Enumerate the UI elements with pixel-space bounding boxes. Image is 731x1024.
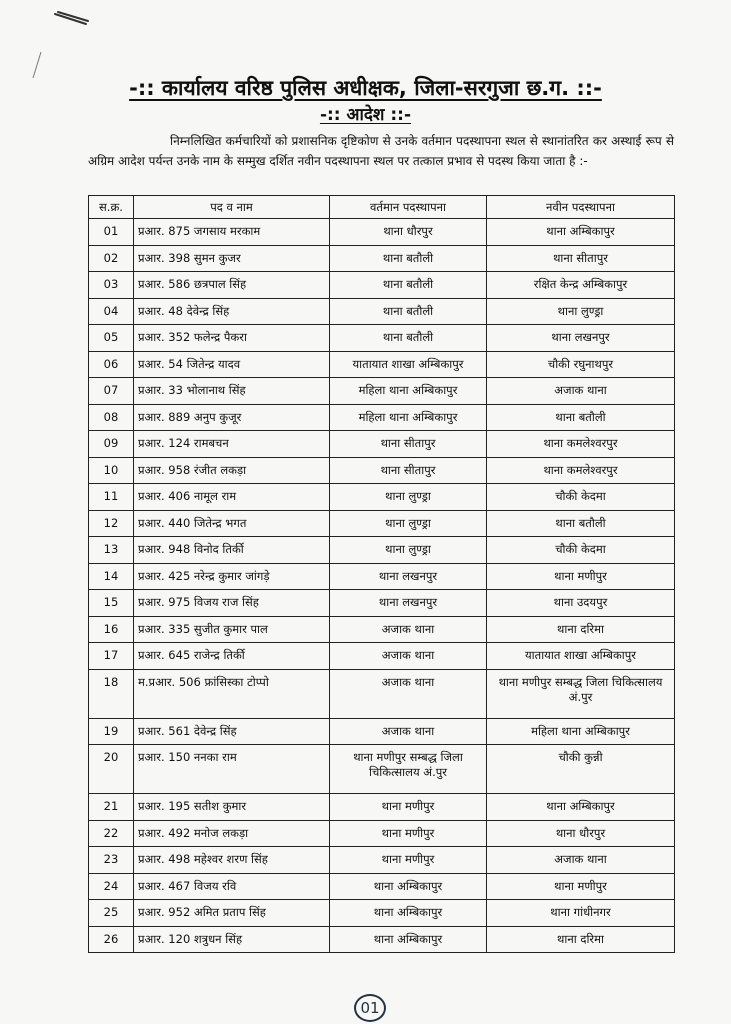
- name-cell: प्रआर. 875 जगसाय मरकाम: [134, 219, 330, 246]
- new-posting-cell: थाना कमलेश्वरपुर: [487, 431, 675, 458]
- current-posting-cell: थाना लुण्ड्रा: [330, 484, 487, 511]
- current-posting-cell: यातायात शाखा अम्बिकापुर: [330, 351, 487, 378]
- table-row: [89, 643, 675, 670]
- table-row: [89, 669, 675, 718]
- table-row: [89, 820, 675, 847]
- serial-cell: 24: [89, 873, 134, 900]
- table-row: [89, 404, 675, 431]
- name-cell: प्रआर. 425 नरेन्द्र कुमार जांगड़े: [134, 563, 330, 590]
- name-cell: म.प्रआर. 506 फ्रांसिस्का टोप्पो: [134, 669, 330, 718]
- name-cell: प्रआर. 352 फलेन्द्र पैकरा: [134, 325, 330, 352]
- table-row: [89, 378, 675, 405]
- serial-cell: 18: [89, 669, 134, 718]
- current-posting-cell: थाना मणीपुर: [330, 847, 487, 874]
- new-posting-cell: रक्षित केन्द्र अम्बिकापुर: [487, 272, 675, 299]
- current-posting-cell: थाना मणीपुर: [330, 820, 487, 847]
- name-cell: प्रआर. 952 अमित प्रताप सिंह: [134, 900, 330, 927]
- serial-cell: 22: [89, 820, 134, 847]
- staple-mark: [52, 10, 90, 28]
- name-cell: प्रआर. 889 अनुप कुजूर: [134, 404, 330, 431]
- serial-cell: 26: [89, 926, 134, 953]
- new-posting-cell: चौकी केदमा: [487, 537, 675, 564]
- table-row: [89, 351, 675, 378]
- new-posting-cell: यातायात शाखा अम्बिकापुर: [487, 643, 675, 670]
- name-cell: प्रआर. 586 छत्रपाल सिंह: [134, 272, 330, 299]
- current-posting-cell: थाना सीतापुर: [330, 431, 487, 458]
- office-title: -:: कार्यालय वरिष्ठ पुलिस अधीक्षक, जिला-सरगुजा छ.ग. ::-: [129, 76, 602, 100]
- serial-cell: 04: [89, 298, 134, 325]
- table-row: [89, 537, 675, 564]
- new-posting-cell: थाना धौरपुर: [487, 820, 675, 847]
- current-posting-cell: थाना मणीपुर: [330, 794, 487, 821]
- header-current-posting: वर्तमान पदस्थापना: [330, 196, 487, 219]
- serial-cell: 17: [89, 643, 134, 670]
- serial-cell: 06: [89, 351, 134, 378]
- serial-cell: 07: [89, 378, 134, 405]
- current-posting-cell: थाना धौरपुर: [330, 219, 487, 246]
- new-posting-cell: थाना अम्बिकापुर: [487, 794, 675, 821]
- current-posting-cell: थाना लुण्ड्रा: [330, 510, 487, 537]
- new-posting-cell: थाना मणीपुर सम्बद्ध जिला चिकित्सालय अं.पुर: [487, 669, 675, 718]
- current-posting-cell: थाना बतौली: [330, 245, 487, 272]
- name-cell: प्रआर. 150 ननका राम: [134, 745, 330, 794]
- table-row: [89, 563, 675, 590]
- serial-cell: 02: [89, 245, 134, 272]
- table-body: [89, 219, 675, 953]
- new-posting-cell: चौकी रघुनाथपुर: [487, 351, 675, 378]
- table-row: [89, 590, 675, 617]
- new-posting-cell: थाना कमलेश्वरपुर: [487, 457, 675, 484]
- current-posting-cell: थाना मणीपुर सम्बद्ध जिला चिकित्सालय अं.पुर: [330, 745, 487, 794]
- current-posting-cell: अजाक थाना: [330, 616, 487, 643]
- new-posting-cell: थाना दरिमा: [487, 926, 675, 953]
- new-posting-cell: चौकी कुन्नी: [487, 745, 675, 794]
- table-row: [89, 298, 675, 325]
- page-number: 01: [354, 994, 386, 1022]
- serial-cell: 19: [89, 718, 134, 745]
- name-cell: प्रआर. 948 विनोद तिर्की: [134, 537, 330, 564]
- serial-cell: 09: [89, 431, 134, 458]
- table-row: [89, 900, 675, 927]
- name-cell: प्रआर. 48 देवेन्द्र सिंह: [134, 298, 330, 325]
- name-cell: प्रआर. 406 नामूल राम: [134, 484, 330, 511]
- name-cell: प्रआर. 645 राजेन्द्र तिर्की: [134, 643, 330, 670]
- current-posting-cell: अजाक थाना: [330, 669, 487, 718]
- serial-cell: 05: [89, 325, 134, 352]
- new-posting-cell: महिला थाना अम्बिकापुर: [487, 718, 675, 745]
- new-posting-cell: थाना उदयपुर: [487, 590, 675, 617]
- table-row: [89, 431, 675, 458]
- serial-cell: 08: [89, 404, 134, 431]
- serial-cell: 11: [89, 484, 134, 511]
- table-row: [89, 325, 675, 352]
- name-cell: प्रआर. 440 जितेन्द्र भगत: [134, 510, 330, 537]
- new-posting-cell: थाना बतौली: [487, 510, 675, 537]
- name-cell: प्रआर. 975 विजय राज सिंह: [134, 590, 330, 617]
- table-row: [89, 745, 675, 794]
- serial-cell: 15: [89, 590, 134, 617]
- serial-cell: 12: [89, 510, 134, 537]
- new-posting-cell: थाना दरिमा: [487, 616, 675, 643]
- name-cell: प्रआर. 335 सुजीत कुमार पाल: [134, 616, 330, 643]
- table-header-row: [89, 196, 675, 219]
- table-row: [89, 272, 675, 299]
- current-posting-cell: थाना बतौली: [330, 298, 487, 325]
- serial-cell: 10: [89, 457, 134, 484]
- name-cell: प्रआर. 54 जितेन्द्र यादव: [134, 351, 330, 378]
- transfer-table: [88, 195, 675, 953]
- current-posting-cell: अजाक थाना: [330, 718, 487, 745]
- serial-cell: 20: [89, 745, 134, 794]
- current-posting-cell: थाना बतौली: [330, 272, 487, 299]
- current-posting-cell: थाना अम्बिकापुर: [330, 900, 487, 927]
- serial-cell: 16: [89, 616, 134, 643]
- current-posting-cell: थाना लुण्ड्रा: [330, 537, 487, 564]
- new-posting-cell: थाना सीतापुर: [487, 245, 675, 272]
- name-cell: प्रआर. 124 रामबचन: [134, 431, 330, 458]
- new-posting-cell: थाना लुण्ड्रा: [487, 298, 675, 325]
- serial-cell: 03: [89, 272, 134, 299]
- name-cell: प्रआर. 958 रंजीत लकड़ा: [134, 457, 330, 484]
- table-row: [89, 616, 675, 643]
- header-name: पद व नाम: [134, 196, 330, 219]
- table-row: [89, 219, 675, 246]
- new-posting-cell: थाना गांधीनगर: [487, 900, 675, 927]
- new-posting-cell: अजाक थाना: [487, 378, 675, 405]
- current-posting-cell: थाना अम्बिकापुर: [330, 926, 487, 953]
- order-title: -:: आदेश ::-: [319, 105, 412, 125]
- table-row: [89, 245, 675, 272]
- table-row: [89, 457, 675, 484]
- table-row: [89, 718, 675, 745]
- current-posting-cell: थाना लखनपुर: [330, 563, 487, 590]
- name-cell: प्रआर. 195 सतीश कुमार: [134, 794, 330, 821]
- new-posting-cell: थाना मणीपुर: [487, 563, 675, 590]
- intro-paragraph: [88, 131, 674, 171]
- header-new-posting: नवीन पदस्थापना: [487, 196, 675, 219]
- serial-cell: 13: [89, 537, 134, 564]
- new-posting-cell: चौकी केदमा: [487, 484, 675, 511]
- current-posting-cell: महिला थाना अम्बिकापुर: [330, 404, 487, 431]
- serial-cell: 14: [89, 563, 134, 590]
- name-cell: प्रआर. 467 विजय रवि: [134, 873, 330, 900]
- name-cell: प्रआर. 498 महेश्वर शरण सिंह: [134, 847, 330, 874]
- new-posting-cell: थाना अम्बिकापुर: [487, 219, 675, 246]
- table-row: [89, 926, 675, 953]
- current-posting-cell: थाना अम्बिकापुर: [330, 873, 487, 900]
- intro-text: निम्नलिखित कर्मचारियों को प्रशासनिक दृष्टिकोण से उनके वर्तमान पदस्थापना स्थल से स्थानांतरित कर अस्थाई रूप से अग्रिम आदेश पर्यन्त उनके नाम के सम्मुख दर्शित नवीन पदस्थापना स्थल पर तत्काल प्रभाव से पदस्थ किया जाता है :-: [88, 134, 674, 168]
- name-cell: प्रआर. 398 सुमन कुजर: [134, 245, 330, 272]
- serial-cell: 01: [89, 219, 134, 246]
- table-row: [89, 847, 675, 874]
- name-cell: प्रआर. 492 मनोज लकड़ा: [134, 820, 330, 847]
- current-posting-cell: थाना बतौली: [330, 325, 487, 352]
- serial-cell: 21: [89, 794, 134, 821]
- current-posting-cell: थाना सीतापुर: [330, 457, 487, 484]
- name-cell: प्रआर. 561 देवेन्द्र सिंह: [134, 718, 330, 745]
- serial-cell: 25: [89, 900, 134, 927]
- table-row: [89, 484, 675, 511]
- new-posting-cell: अजाक थाना: [487, 847, 675, 874]
- current-posting-cell: थाना लखनपुर: [330, 590, 487, 617]
- new-posting-cell: थाना लखनपुर: [487, 325, 675, 352]
- new-posting-cell: थाना बतौली: [487, 404, 675, 431]
- table-row: [89, 510, 675, 537]
- serial-cell: 23: [89, 847, 134, 874]
- table-row: [89, 873, 675, 900]
- header-serial: स.क्र.: [89, 196, 134, 219]
- current-posting-cell: अजाक थाना: [330, 643, 487, 670]
- new-posting-cell: थाना मणीपुर: [487, 873, 675, 900]
- name-cell: प्रआर. 33 भोलानाथ सिंह: [134, 378, 330, 405]
- name-cell: प्रआर. 120 शत्रुधन सिंह: [134, 926, 330, 953]
- current-posting-cell: महिला थाना अम्बिकापुर: [330, 378, 487, 405]
- table-row: [89, 794, 675, 821]
